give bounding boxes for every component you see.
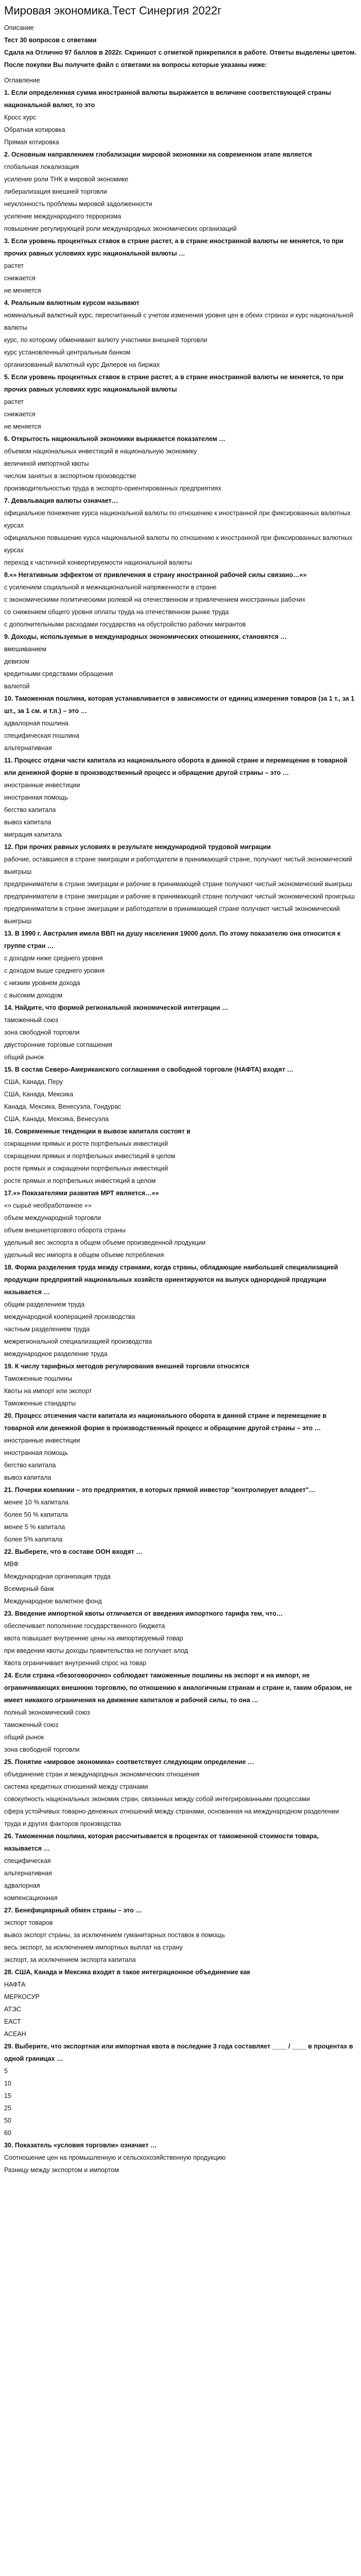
answer-option: вывоз капитала: [4, 819, 51, 826]
question-text: 14. Найдите, что формой региональной экономической интеграции …: [4, 1004, 229, 1012]
answer-option: сокращении прямых и росте портфельных инвестиций: [4, 1140, 168, 1148]
answer-option: 25: [4, 2105, 11, 2112]
answer-option: Всемирный банк: [4, 1585, 54, 1593]
answer-option: растет: [4, 262, 24, 270]
answer-option: объем международной торговли: [4, 1214, 101, 1222]
answer-option: неуклонность проблемы мировой задолженности: [4, 200, 152, 208]
question-text: 26. Таможенная пошлина, которая рассчитывается в процентах от таможенной стоимости товара, называется …: [4, 1833, 319, 1853]
question-text: 29. Выберите, что экспортная или импортная квота в последние 3 года составляет ____ / ____ в процентах в одной границах …: [4, 2043, 353, 2063]
answer-option: компенсационная: [4, 1894, 58, 1902]
answer-option: усиление роли ТНК в мировой экономике: [4, 176, 129, 183]
answer-option: иностранная помощь: [4, 794, 68, 802]
question-block: [4, 297, 357, 371]
answer-option: удельный вес импорта в общем объеме потребления: [4, 1251, 164, 1259]
answer-option: иностранная помощь: [4, 1449, 68, 1457]
question-block: [4, 631, 357, 692]
question-block: [4, 1063, 357, 1125]
answer-option: 60: [4, 2129, 11, 2137]
answer-option: с низким уровнем дохода: [4, 979, 80, 987]
question-text: 28. США, Канада и Мексика входят в такое интеграционное объединение как: [4, 1969, 250, 1976]
answer-option: совокупность национальных экономик стран, связанных между собой интегрированными процессами: [4, 1795, 310, 1803]
answer-option: весь экспорт, за исключением импортных выплат на страну: [4, 1944, 183, 1952]
answer-option: Квота ограничивает внутренний спрос на товар: [4, 1659, 147, 1667]
answer-option: кредитными средствами обращения: [4, 670, 113, 678]
answer-option: предприниматели в стране эмиграции и рабочие в принимающей стране получают чистый экономический выигрыш: [4, 880, 353, 888]
answer-option: усиление международного терроризма: [4, 213, 122, 221]
answer-option: США, Канада, Мексика, Венесуэла: [4, 1115, 109, 1123]
question-text: 7. Девальвация валюты означает…: [4, 497, 118, 505]
answer-option: объединение стран и международных экономических отношения: [4, 1771, 200, 1778]
question-block: [4, 1410, 357, 1484]
question-block: [4, 371, 357, 433]
answer-option: 5: [4, 2067, 8, 2075]
question-text: 16. Современные тенденции в вывозе капитала состоят в: [4, 1128, 191, 1136]
question-block: [4, 1002, 357, 1063]
answer-option: полный экономический союз: [4, 1709, 90, 1717]
answer-option: менее 5 % капитала: [4, 1523, 65, 1531]
question-text: 15. В состав Северо-Американского соглашения о свободной торговле (НАФТА) входят …: [4, 1066, 294, 1074]
page-title: Мировая экономика.Тест Синергия 2022г: [4, 4, 222, 17]
question-text: 1. Если определенная сумма иностранной валюты выражается в величине соответствующей страны национальной валют, то это: [4, 89, 331, 109]
answer-option: снижается: [4, 411, 36, 418]
answer-option: международное разделение труда: [4, 1350, 108, 1358]
answer-option: «» сырьё необработанное «»: [4, 1202, 92, 1210]
question-text: 30. Показатель «условия торговли» означает …: [4, 2142, 157, 2149]
answer-option: валютой: [4, 683, 30, 690]
answer-option: адвалорная пошлина: [4, 720, 69, 727]
answer-option: АСЕАН: [4, 2030, 26, 2038]
answer-option: МЕРКОСУР: [4, 1993, 40, 2001]
question-block: [4, 754, 357, 841]
intro-line-1: Сдала на Отлично 97 баллов в 2022г. Скриншот с отметкой прикрепился в работе. Ответы выделены цветом.: [4, 49, 356, 57]
question-block: [4, 1669, 357, 1756]
question-text: 4. Реальным валютным курсом называют: [4, 299, 140, 307]
question-block: [4, 1830, 357, 1904]
question-text: 18. Форма разделения труда между странами, когда страны, обладающие наибольшей специализацией продукции предприятий национальных хозяйств ориентируются на выпуск однородной продукции называется …: [4, 1264, 338, 1296]
question-text: 11. Процесс отдачи части капитала из национального оборота в данной стране и перемещение в товарной или денежной форме в производственный процесс и обращение другой страны – это …: [4, 757, 348, 777]
answer-option: зона свободной торговли: [4, 1746, 80, 1754]
answer-option: Международное валютное фонд: [4, 1598, 102, 1605]
answer-option: Таможенные пошлины: [4, 1375, 72, 1383]
answer-option: таможенный союз: [4, 1721, 58, 1729]
question-block: [4, 569, 357, 631]
answer-option: снижается: [4, 275, 36, 282]
question-text: 24. Если страна «безоговорочно» соблюдает таможенные пошлины на экспорт и на импорт, не ограничивающих внешнюю торговлю, по отношению к аналогичным странам и стране и, таким образом, не имеет никакого ограничения на движение капиталов и рабочей силы, то она …: [4, 1672, 352, 1704]
answer-option: Кросс курс: [4, 114, 37, 122]
answer-option: повышение регулирующей роли международных экономических организаций: [4, 225, 237, 233]
answer-option: предприниматели в стране эмиграции и работодатели в принимающей стране получают чистый экономический выигрыш: [4, 905, 340, 925]
answer-option: либерализация внешней торговли: [4, 188, 107, 196]
answer-option: рабочие, оставшиеся в стране эмиграции и работодатели в принимающей стране, получают чистый экономический выигрыш: [4, 856, 352, 876]
answer-option: сокращении прямых и портфельных инвестиций в целом: [4, 1153, 176, 1160]
answer-option: таможенный союз: [4, 1016, 58, 1024]
answer-option: вывоз экспорт страны, за исключением гуманитарных поставок в помощь: [4, 1931, 225, 1939]
answer-option: 10: [4, 2080, 11, 2088]
answer-option: с экономическими политическими ролевой на отечественном и привлечением иностранных рабочих: [4, 596, 306, 604]
answer-option: более 50 % капитала: [4, 1511, 68, 1519]
answer-option: двусторонние торговые соглашения: [4, 1041, 112, 1049]
answer-option: специфическая: [4, 1857, 51, 1865]
answer-option: девизом: [4, 658, 30, 666]
answer-option: квота повышает внутренние цены на импортируемый товар: [4, 1635, 183, 1642]
answer-option: объемом национальных инвестиций в национальную экономику: [4, 448, 197, 455]
answer-option: глобальная локализация: [4, 163, 79, 171]
answer-option: международной кооперацией производства: [4, 1313, 135, 1321]
answer-option: 15: [4, 2092, 11, 2100]
question-text: 19. К числу тарифных методов регулирования внешней торговли относятся: [4, 1363, 249, 1370]
answer-option: с высоким доходом: [4, 992, 62, 999]
question-block: [4, 235, 357, 297]
answer-option: Таможенные стандарты: [4, 1400, 76, 1408]
answer-option: 50: [4, 2117, 11, 2125]
answer-option: специфическая пошлина: [4, 732, 79, 740]
answer-option: менее 10 % капитала: [4, 1499, 69, 1506]
answer-option: числом занятых в экспортном производстве: [4, 472, 136, 480]
answer-option: частным разделением труда: [4, 1326, 90, 1333]
question-text: 2. Основным направлением глобализации мировой экономики на современном этапе является: [4, 151, 312, 159]
question-block: [4, 74, 357, 87]
question-text: 23. Введение импортной квоты отличается от введения импортного тарифа тем, что…: [4, 1610, 283, 1618]
answer-option: номинальный валютный курс, пересчитанный с учетом изменения уровня цен в обеих странах и курс национальной валюты: [4, 312, 353, 332]
question-text: 5. Если уровень процентных ставок в стране растет, а в стране иностранной валюты не меняется, то при прочих равных условиях курс национальной валюты: [4, 374, 343, 394]
answer-option: курс, по которому обменивают валюту участники внешней торговли: [4, 336, 208, 344]
question-block: [4, 692, 357, 754]
question-block: [4, 1360, 357, 1410]
question-text: 12. При прочих равных условиях в результате международной трудовой миграции: [4, 843, 271, 851]
answer-option: с доходом выше среднего уровня: [4, 967, 105, 975]
answer-option: производительностью труда в экспорто-ориентированных предприятиях: [4, 485, 221, 493]
answer-option: с дополнительными расходами государства на обустройство рабочих мигрантов: [4, 621, 246, 629]
intro-line-2: После покупки Вы получите файл с ответами на вопросы которые указаны ниже:: [4, 61, 267, 69]
question-text: 21. Почерки компании – это предприятия, в которых прямой инвестор "контролирует владеет"…: [4, 1486, 316, 1494]
answer-option: Прямая котировка: [4, 139, 59, 146]
answer-option: не меняется: [4, 287, 41, 295]
answer-option: со снижением общего уровня оплаты труда на отечественном рынке труда: [4, 608, 229, 616]
answer-option: система кредитных отношений между странами: [4, 1783, 148, 1791]
answer-option: зона свободной торговли: [4, 1029, 80, 1037]
answer-option: не меняется: [4, 423, 41, 431]
answer-option: росте прямых и сокращении портфельных инвестиций: [4, 1165, 168, 1173]
answer-option: переход к частичной конвертируемости национальной валюты: [4, 559, 192, 567]
question-block: [4, 1261, 357, 1360]
answer-option: адвалорная: [4, 1882, 40, 1890]
question-block: [4, 433, 357, 495]
answer-option: иностранные инвестиции: [4, 782, 80, 789]
question-block: [4, 148, 357, 235]
answer-option: АТЭС: [4, 2006, 22, 2013]
section-heading: Оглавление: [4, 77, 40, 84]
question-text: 25. Понятие «мировое экономика» соответствует следующим определение …: [4, 1758, 254, 1766]
question-block: [4, 2139, 357, 2176]
question-text: 6. Открытость национальной экономики выражается показателем …: [4, 435, 226, 443]
answer-option: более 5% капитала: [4, 1536, 63, 1544]
answer-option: Канада, Мексика, Венесуэла, Гондурас: [4, 1103, 122, 1111]
answer-option: экспорт товаров: [4, 1919, 53, 1927]
question-list: [4, 74, 357, 2176]
question-block: [4, 927, 357, 1002]
question-text: 17.«» Показателями развития МРТ является…«»: [4, 1190, 159, 1197]
answer-option: растет: [4, 398, 24, 406]
question-text: 3. Если уровень процентных ставок в стране растет, а в стране иностранной валюты не меняется, то при прочих равных условиях курс национальной валюты …: [4, 238, 343, 258]
summary: [4, 34, 357, 46]
answer-option: общий рынок: [4, 1054, 44, 1061]
answer-option: Соотношение цен на промышленную и сельскохозяйственную продукцию: [4, 2154, 226, 2162]
answer-option: МВФ: [4, 1561, 19, 1568]
question-block: [4, 1904, 357, 1966]
question-text: 20. Процесс отсечения части капитала из национального оборота в данной стране и перемещение в товарной или денежной форме в производственный процесс и обращение другой страны – это …: [4, 1412, 326, 1432]
question-text: 22. Выберете, что в составе ООН входят …: [4, 1548, 143, 1556]
answer-option: бегство капитала: [4, 1462, 56, 1469]
answer-option: Разницу между экспортом и импортом: [4, 2166, 119, 2174]
question-block: [4, 1756, 357, 1830]
answer-option: росте прямых и портфельных инвестиций в целом: [4, 1177, 156, 1185]
answer-option: альтернативная: [4, 1870, 52, 1877]
answer-option: предприниматели в стране эмиграции и рабочие в принимающей стране получают чистый экономический проигрыш: [4, 893, 355, 901]
answer-option: бегство капитала: [4, 806, 56, 814]
question-block: [4, 1187, 357, 1261]
question-block: [4, 1484, 357, 1546]
answer-option: официальное повышение курса национальной валюты по отношению к иностранной при фиксированных валютных курсах: [4, 534, 353, 554]
question-block: [4, 495, 357, 569]
answer-option: величиной импортной квоты: [4, 460, 89, 468]
answer-option: курс установленный центральным банком: [4, 349, 131, 357]
question-block: [4, 1125, 357, 1187]
description-label: Описание: [4, 24, 34, 32]
question-block: [4, 841, 357, 927]
question-block: [4, 1966, 357, 2040]
answer-option: при введении квоты доходы правительства не получает алод: [4, 1647, 188, 1655]
answer-option: миграция капитала: [4, 831, 62, 839]
answer-option: объем внешнеторгового оборота страны: [4, 1227, 126, 1234]
answer-option: вывоз капитала: [4, 1474, 51, 1482]
answer-option: межрегиональной специализацией производства: [4, 1338, 152, 1346]
question-block: [4, 1546, 357, 1607]
answer-option: общий рынок: [4, 1734, 44, 1741]
answer-option: сфера устойчивых товарно-денежных отношений между странами, основанная на международном разделении труда и других факторов производства: [4, 1808, 339, 1828]
question-text: 10. Таможенная пошлина, которая устанавливается в зависимости от единиц измерения товаров (за 1 т., за 1 шт., за 1 см. и т.п.) – это …: [4, 695, 355, 715]
answer-option: ЕАСТ: [4, 2018, 21, 2026]
question-text: 27. Бенефициарный обмен страны – это …: [4, 1907, 142, 1914]
question-block: [4, 2040, 357, 2139]
summary-text: Тест 30 вопросов с ответами: [4, 37, 97, 44]
answer-option: Обратная котировка: [4, 126, 65, 134]
answer-option: США, Канада, Мексика: [4, 1091, 74, 1098]
answer-option: с усилением социальной и межнациональной напряженности в стране: [4, 584, 217, 591]
answer-option: организованный валютный курс Дилеров на биржах: [4, 361, 160, 369]
question-text: 8.«» Негативным эффектом от привлечения в страну иностранной рабочей силы связано…«»: [4, 571, 307, 579]
answer-option: НАФТА: [4, 1981, 26, 1989]
answer-option: обеспечивает пополнение государственного бюджета: [4, 1622, 165, 1630]
answer-option: Международная организация труда: [4, 1573, 111, 1581]
answer-option: экспорт, за исключением экспорта капитала: [4, 1956, 136, 1964]
question-text: 13. В 1990 г. Австралия имела ВВП на душу населения 19000 долл. По этому показателю она относится к группе стран …: [4, 930, 341, 950]
answer-option: с доходом ниже среднего уровня: [4, 955, 103, 962]
answer-option: иностранные инвестиции: [4, 1437, 80, 1445]
answer-option: официальное понижение курса национальной валюты по отношению к иностранной при фиксированных валютных курсах: [4, 510, 351, 530]
question-block: [4, 1607, 357, 1669]
answer-option: Квоты на импорт или экспорт: [4, 1387, 92, 1395]
answer-option: США, Канада, Перу: [4, 1078, 63, 1086]
answer-option: вмешиванием: [4, 646, 46, 653]
answer-option: общим разделением труда: [4, 1301, 85, 1309]
answer-option: альтернативная: [4, 744, 52, 752]
answer-option: удельный вес экспорта в общем объеме произведенной продукции: [4, 1239, 206, 1247]
question-block: [4, 87, 357, 148]
question-text: 9. Доходы, используемые в международных экономических отношениях, становятся …: [4, 633, 287, 641]
